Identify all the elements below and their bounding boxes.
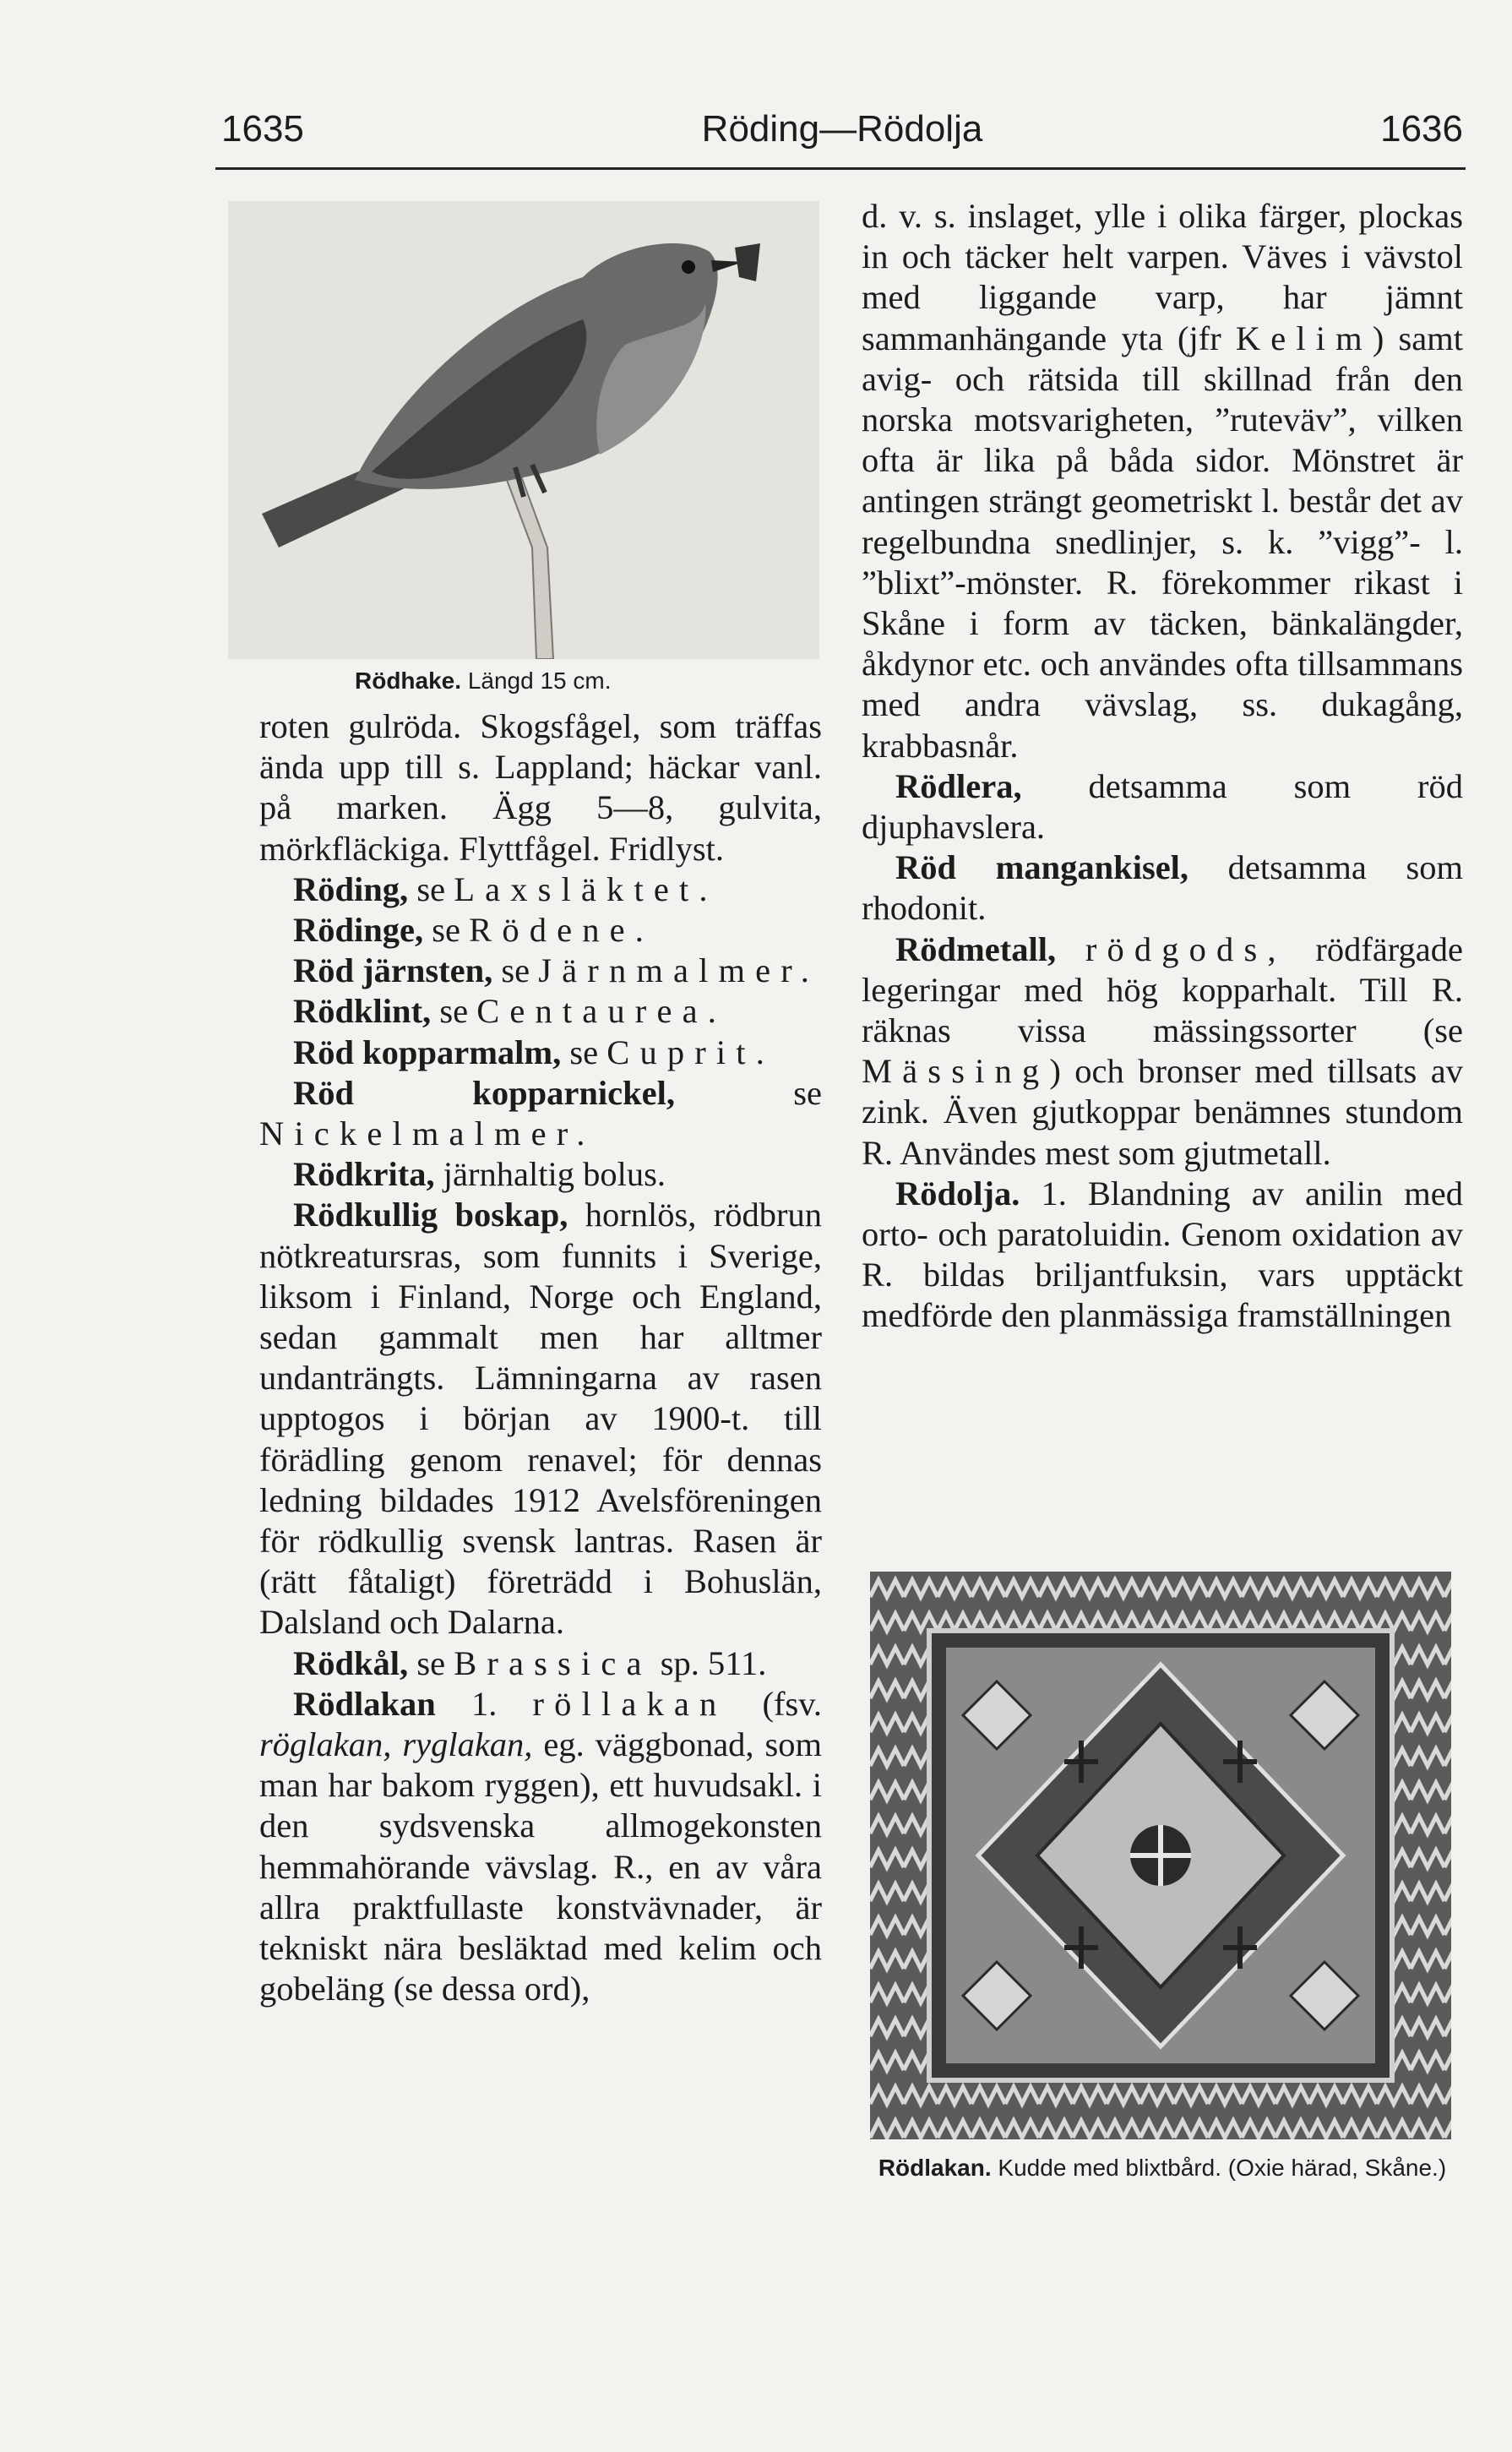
bird-caption-head: Rödhake. <box>355 667 462 694</box>
page-number-right: 1636 <box>1380 108 1463 150</box>
entry-roding: Röding, se Laxsläktet. <box>293 869 718 908</box>
entry-rodkrita: Rödkrita, järnhaltig bolus. <box>293 1155 666 1194</box>
page-number-left: 1635 <box>221 108 304 150</box>
entry-rodlakan-continuation: d. v. s. inslaget, ylle i olika färger, plockas in och täcker helt varpen. Väves i vävstol med liggande varp, har jämnt sammanhängande yta (jfr Kelim) samt avig- och rätsida till skillnad från den norska motsvarigheten, ”ruteväv”, vilken ofta är lika på båda sidor. Mönstret är antingen strängt geometriskt l. består det av regelbundna snedlinjer, s. k. ”vigg”- l. ”blixt”-mönster. R. förekommer rikast i Skåne i form av täcken, bänkalängder, åkdynor etc. och användes ofta tillsammans med andra vävslag, ss. dukagång, krabbasnår. <box>862 197 1463 765</box>
rug-caption-head: Rödlakan. <box>878 2155 992 2181</box>
entry-rodinge: Rödinge, se Rödene. <box>293 911 655 950</box>
entry-rod-kopparmalm: Röd kopparmalm, se Cuprit. <box>293 1033 775 1071</box>
entry-rodmetall: Rödmetall, rödgods, rödfärgade legeringar med hög kopparhalt. Till R. räknas vissa mässingssorter (se Mässing) och bronser med tillsats av zink. Även gjutkoppar benämnes stundom R. Användes mest som gjutmetall. <box>862 929 1463 1172</box>
entry-rodklint: Rödklint, se Centaurea. <box>293 992 726 1031</box>
entry-rod-mangankisel: Röd mangankisel, detsamma som rhodonit. <box>862 848 1463 928</box>
rodlakan-cushion-illustration <box>870 1572 1451 2139</box>
cross-reference: Rödene. <box>469 911 655 950</box>
robin-icon <box>228 201 819 659</box>
entry-rodolja: Rödolja. 1. Blandning av anilin med orto- och paratoluidin. Genom oxidation av R. bildas briljantfuksin, vars upptäckt medförde den planmässiga framställningen <box>862 1174 1463 1335</box>
cross-reference: Cuprit. <box>606 1033 775 1071</box>
entry-rod-jarnsten: Röd järnsten, se Järnmalmer. <box>293 951 819 990</box>
cross-reference: Kelim <box>1235 319 1373 357</box>
bird-caption-rest: Längd 15 cm. <box>467 667 612 694</box>
entry-rodkal: Rödkål, se Brassica sp. 511. <box>293 1643 767 1682</box>
woven-cushion-icon <box>870 1572 1451 2139</box>
page-header <box>221 108 1463 159</box>
column-right <box>862 196 1463 1337</box>
cross-reference: rödgods, <box>1085 929 1286 968</box>
cross-reference: Nickelmalmer. <box>259 1114 596 1153</box>
entry-rodkullig-boskap: Rödkullig boskap, hornlös, rödbrun nötkreatursras, som funnits i Sverige, liksom i Finland, Norge och England, sedan gammalt men har alltmer undanträngts. Lämningarna av rasen upptogos i början av 1900-t. till förädling genom renavel; för dennas ledning bildades 1912 Avelsföreningen för rödkullig svensk lantras. Rasen är (rätt fåtaligt) företrädd i Bohuslän, Dalsland och Dalarna. <box>259 1196 822 1642</box>
entry-rodlera: Rödlera, detsamma som röd djuphavslera. <box>862 766 1464 847</box>
entry-rodhake-continuation: roten gulröda. Skogsfågel, som träffas ända upp till s. Lappland; häckar vanl. på marken. Ägg 5—8, gulvita, mörkfläckiga. Flyttfågel. Fridlyst. <box>259 707 822 868</box>
page-title: Röding—Rödolja <box>701 108 983 150</box>
cross-reference: Järnmalmer. <box>538 951 819 990</box>
rug-caption <box>862 2152 1463 2184</box>
entry-rodlakan: Rödlakan 1. röllakan (fsv. röglakan, ryglakan, eg. väggbonad, som man har bakom ryggen), ett huvudsakl. i den sydsvenska allmogekonsten hemmahörande vävslag. R., en av våra allra praktfullaste konstvävnader, är tekniskt nära besläktad med kelim och gobeläng (se dessa ord), <box>259 1684 823 2008</box>
robin-illustration <box>228 201 819 659</box>
cross-reference: Centaurea. <box>476 992 726 1031</box>
bird-caption <box>355 667 611 695</box>
rug-caption-rest: Kudde med blixtbård. (Oxie härad, Skåne.) <box>998 2155 1447 2181</box>
entry-rod-kopparnickel: Röd kopparnickel, se Nickelmalmer. <box>259 1073 823 1153</box>
cross-reference: Laxsläktet. <box>454 869 718 908</box>
header-rule <box>215 167 1466 170</box>
cross-reference: Mässing <box>862 1052 1050 1091</box>
column-left <box>259 706 822 2010</box>
cross-reference: röllakan <box>532 1684 727 1723</box>
cross-reference: Brassica <box>454 1643 652 1682</box>
